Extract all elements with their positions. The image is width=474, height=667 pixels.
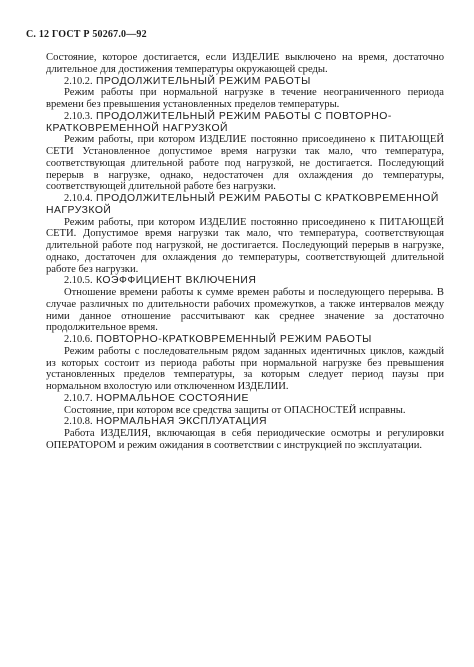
section-number: 2.10.5.: [64, 275, 93, 287]
section-title: КОЭФФИЦИЕНТ ВКЛЮЧЕНИЯ: [95, 275, 257, 287]
section-body: Режим работы, при котором ИЗДЕЛИЕ постоянно присоединено к ПИТАЮЩЕЙ СЕТИ Установленное допустимое время нагрузки так мало, что температура, соответствующая длительной работе под нагрузкой, не достигается. Последующий перерыв в нагрузке, однако, недостаточен для охлаждения до температуры, соответствующей длительной работе без нагрузки.: [46, 134, 444, 193]
section-title: ПОВТОРНО-КРАТКОВРЕМЕННЫЙ РЕЖИМ РАБОТЫ: [95, 334, 372, 345]
section-body: Состояние, при котором все средства защиты от ОПАСНОСТЕЙ исправны.: [64, 404, 406, 416]
section-number: 2.10.2.: [64, 75, 93, 87]
page-header: С. 12 ГОСТ Р 50267.0—92: [26, 29, 147, 40]
intro-paragraph: Состояние, которое достигается, если ИЗДЕЛИЕ выключено на время, достаточно длительное для достижения температуры окружающей среды.: [46, 52, 444, 75]
section-heading: [46, 275, 444, 287]
section-heading: [46, 111, 444, 135]
section-number: 2.10.6.: [64, 334, 93, 345]
section-heading: [46, 416, 444, 428]
section-title: ПРОДОЛЖИТЕЛЬНЫЙ РЕЖИМ РАБОТЫ: [95, 75, 311, 87]
section-heading: [46, 393, 444, 405]
section-title: ПРОДОЛЖИТЕЛЬНЫЙ РЕЖИМ РАБОТЫ С ПОВТОРНО-КРАТКОВРЕМЕННОЙ НАГРУЗКОЙ: [46, 110, 392, 134]
section-body: Режим работы, при котором ИЗДЕЛИЕ постоянно присоединено к ПИТАЮЩЕЙ СЕТИ. Допустимое время нагрузки так мало, что температура, соответствующая длительной работе под нагрузкой, не достигается. Последующий перерыв в нагрузке, однако, достаточен для охлаждения до температуры, соответствующей длительной работе без нагрузки.: [46, 216, 444, 275]
section-heading: [46, 76, 444, 88]
section-title: НОРМАЛЬНОЕ СОСТОЯНИЕ: [95, 392, 249, 404]
document-body: [46, 52, 444, 452]
section-heading: [46, 334, 444, 346]
section-number: 2.10.4.: [64, 193, 93, 204]
section-body: Отношение времени работы к сумме времен работы и последующего перерыва. В случае различных по длительности рабочих промежутков, а также интервалов между ними данное отношение рассчитывают как среднее значение за достаточно продолжительное время.: [46, 287, 444, 334]
section-heading: [46, 193, 444, 217]
section-title: НОРМАЛЬНАЯ ЭКСПЛУАТАЦИЯ: [95, 416, 267, 428]
section-number: 2.10.3.: [64, 110, 93, 122]
section-body: Режим работы при нормальной нагрузке в течение неограниченного периода времени без превышения установленных пределов температуры.: [46, 87, 444, 110]
section-body: Работа ИЗДЕЛИЯ, включающая в себя периодические осмотры и регулировки ОПЕРАТОРОМ и режим ожидания в соответствии с инструкцией по эксплуатации.: [46, 428, 444, 451]
section-title: ПРОДОЛЖИТЕЛЬНЫЙ РЕЖИМ РАБОТЫ С КРАТКОВРЕМЕННОЙ НАГРУЗКОЙ: [46, 193, 439, 216]
section-number: 2.10.8.: [64, 416, 93, 428]
section-number: 2.10.7.: [64, 392, 93, 404]
section-body: Режим работы с последовательным рядом заданных идентичных циклов, каждый из которых состоит из периода работы при нормальной нагрузке без превышения установленных пределов температуры, за которым следует период паузы при нормальном вхолостую или отключенном ИЗДЕЛИИ.: [46, 345, 444, 392]
